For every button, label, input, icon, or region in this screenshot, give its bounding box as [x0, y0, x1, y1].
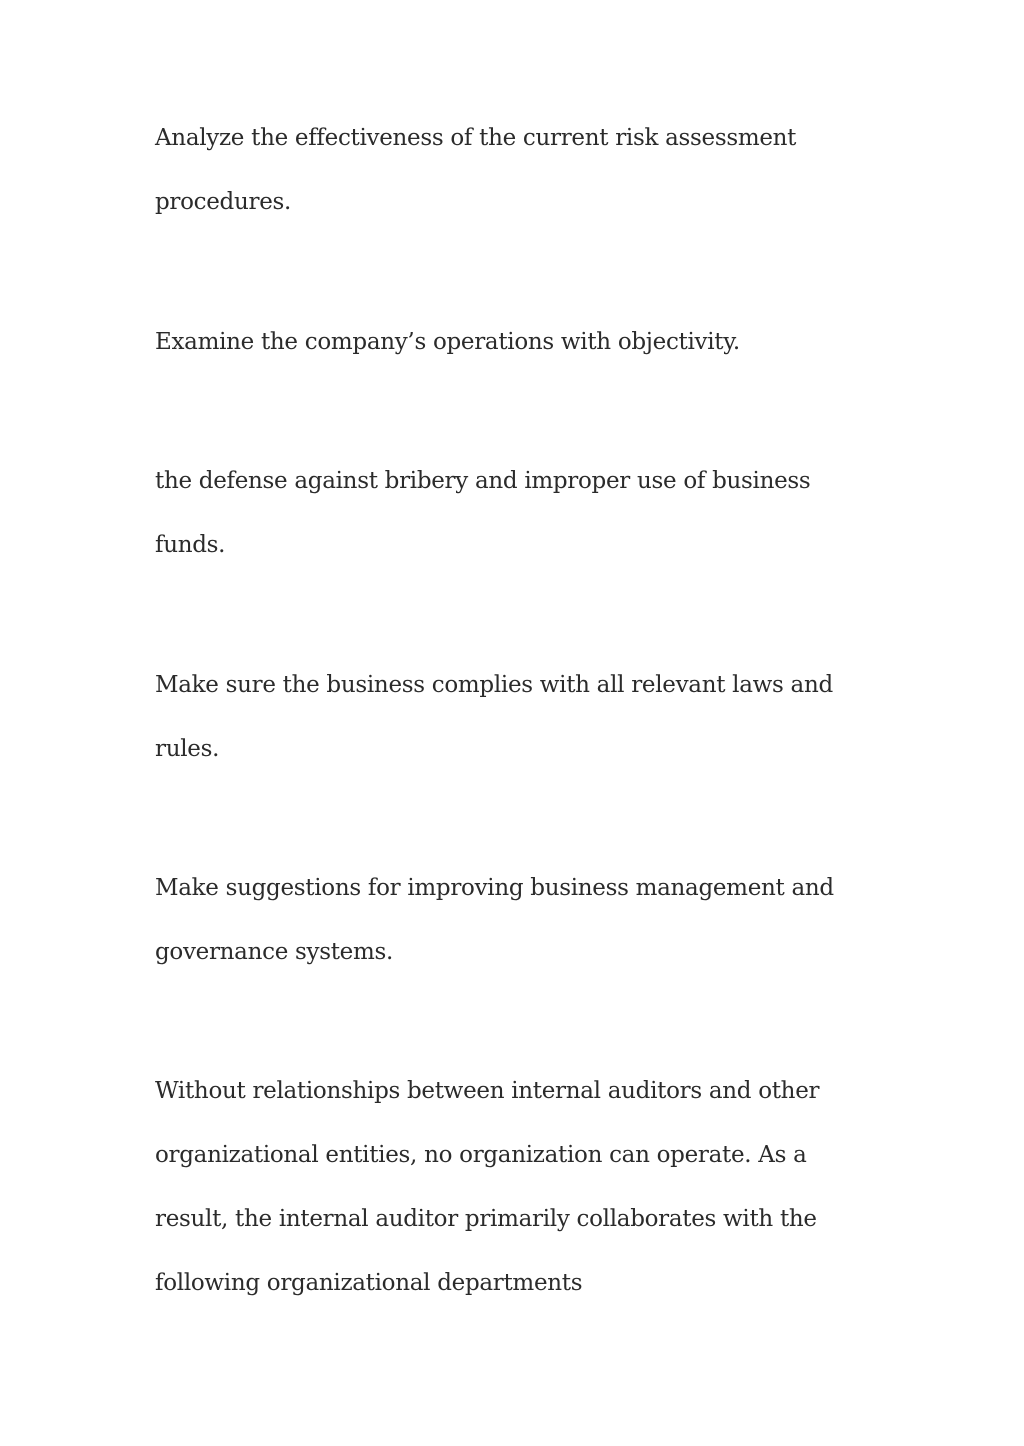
- paragraph-auditor-relationships: Without relationships between internal auditors and other organizational entities, no organization can operate. As a result, the internal auditor primarily collaborates with the following organizational departments: [155, 1078, 820, 1296]
- paragraph-compliance: Make sure the business complies with all relevant laws and rules.: [155, 672, 833, 762]
- paragraph-bribery-defense: the defense against bribery and improper use of business funds.: [155, 468, 811, 558]
- paragraph-risk-assessment: Analyze the effectiveness of the current risk assessment procedures.: [155, 125, 797, 215]
- paragraph-objectivity: Examine the company’s operations with objectivity.: [155, 329, 740, 355]
- paragraph-governance-suggestions: Make suggestions for improving business management and governance systems.: [155, 875, 834, 965]
